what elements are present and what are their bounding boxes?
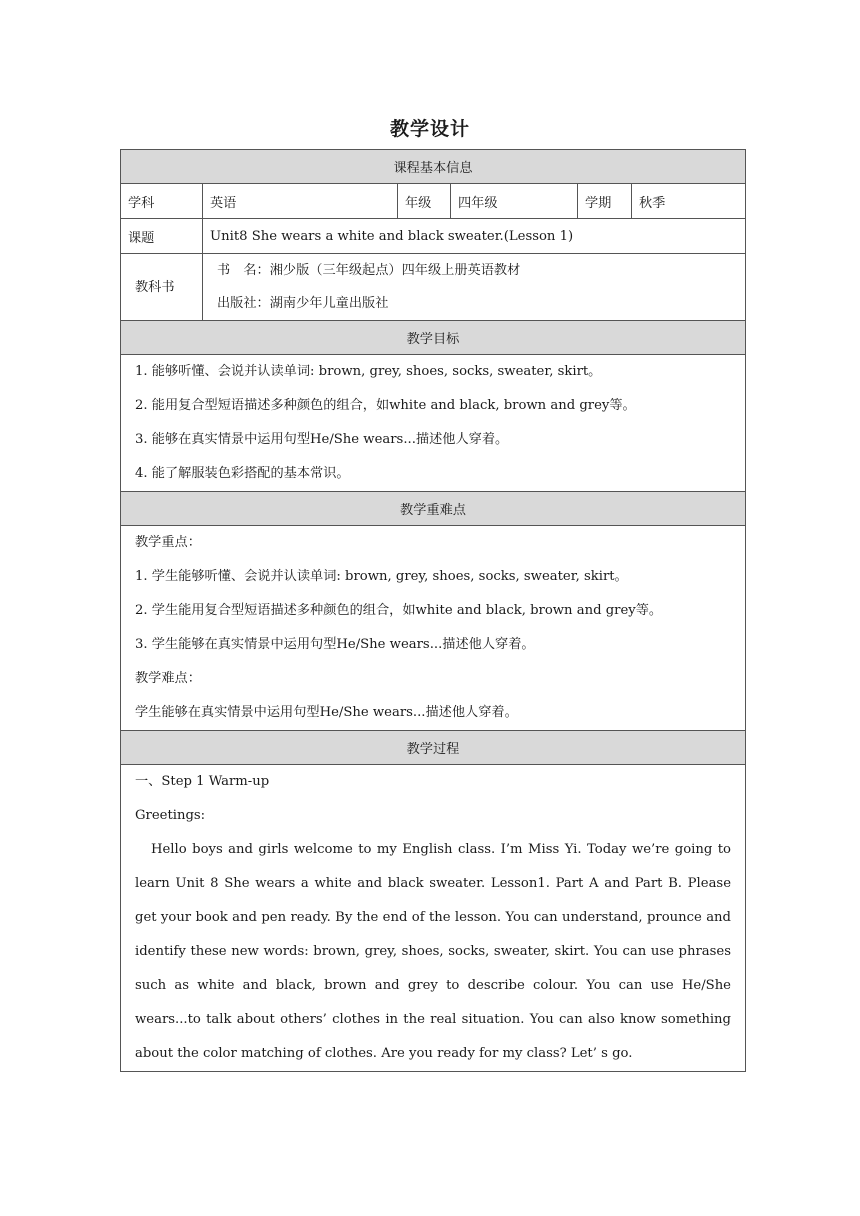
objective-item: 2. 能用复合型短语描述多种颜色的组合，如white and black, brown and grey等。: [135, 398, 636, 413]
subject-label: 学科: [121, 184, 203, 219]
focus-label: 教学重点：: [135, 535, 201, 550]
objective-item: 1. 能够听懂、会说并认读单词: brown, grey, shoes, socks, sweater, skirt。: [135, 364, 602, 379]
objectives-header: 教学目标: [121, 321, 746, 355]
objectives-list: [121, 355, 746, 492]
page-title: 教学设计: [389, 118, 470, 140]
focus-item: 1. 学生能够听懂、会说并认读单词: brown, grey, shoes, socks, sweater, skirt。: [135, 569, 628, 584]
greetings-label: Greetings:: [135, 808, 206, 823]
difficulty-label: 教学难点：: [135, 671, 201, 686]
objective-item: 3. 能够在真实情景中运用句型He/She wears...描述他人穿着。: [135, 432, 509, 447]
subject-value: 英语: [203, 184, 398, 219]
difficulty-text: 学生能够在真实情景中运用句型He/She wears...描述他人穿着。: [135, 705, 518, 720]
key-points-content: [121, 526, 746, 731]
process-header: 教学过程: [121, 731, 746, 765]
grade-label: 年级: [398, 184, 451, 219]
textbook-label-cell: [121, 254, 203, 321]
topic-value: Unit8 She wears a white and black sweater.(Lesson 1): [203, 219, 746, 254]
textbook-name: 书 名：湘少版（三年级起点）四年级上册英语教材: [217, 263, 521, 278]
textbook-info: [203, 254, 746, 321]
objective-item: 4. 能了解服装色彩搭配的基本常识。: [135, 466, 350, 481]
step-title: 一、Step 1 Warm-up: [135, 774, 270, 789]
term-value: 秋季: [632, 184, 746, 219]
textbook-publisher: 出版社：湖南少年儿童出版社: [217, 296, 389, 311]
lesson-plan-table: [120, 149, 746, 1072]
textbook-label: 教科书: [135, 279, 175, 295]
greetings-paragraph: Hello boys and girls welcome to my English class. I’m Miss Yi. Today we’re going to learn Unit 8 She wears a white and black sweater. Lesson1. Part A and Part B. Please get your book and pen ready. By the end of the lesson. You can understand, prounce and identify these new words: brown, grey, shoes, socks, sweater, skirt. You can use phrases such as white and black, brown and grey to describe colour. You can use He/She wears...to talk about others’ clothes in the real situation. You can also know something about the color matching of clothes. Are you ready for my class? Let’ s go.: [135, 842, 731, 1061]
focus-item: 2. 学生能用复合型短语描述多种颜色的组合，如white and black, brown and grey等。: [135, 603, 663, 618]
topic-label: 课题: [121, 219, 203, 254]
process-content: [121, 765, 746, 1072]
basic-info-header: 课程基本信息: [121, 150, 746, 184]
term-label: 学期: [578, 184, 632, 219]
key-points-header: 教学重难点: [121, 492, 746, 526]
focus-item: 3. 学生能够在真实情景中运用句型He/She wears...描述他人穿着。: [135, 637, 535, 652]
grade-value: 四年级: [451, 184, 578, 219]
